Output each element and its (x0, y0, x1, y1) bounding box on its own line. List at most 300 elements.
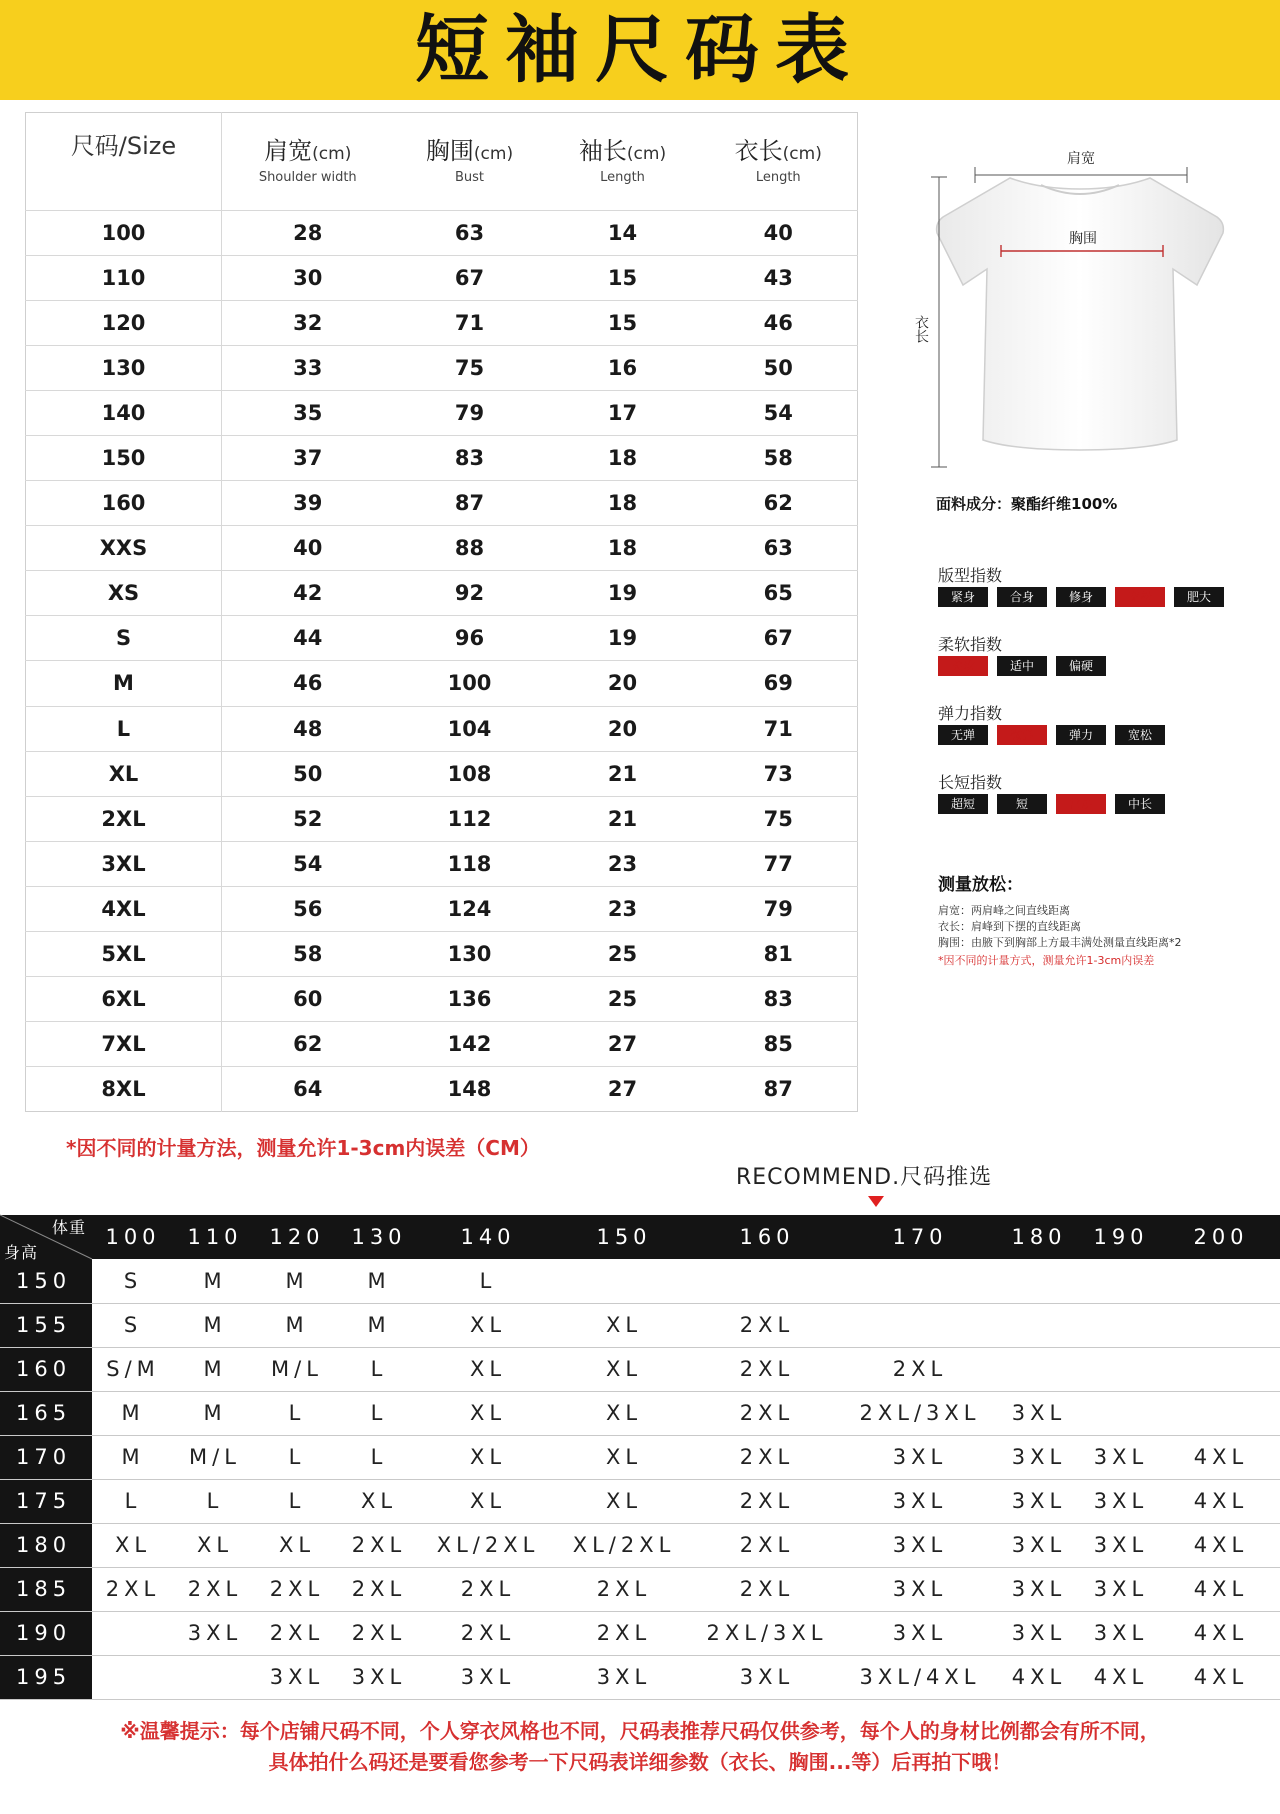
recommended-size-cell (842, 1259, 998, 1303)
recommended-size-cell: M (174, 1259, 256, 1303)
size-row (26, 526, 858, 571)
height-header-cell: 165 (0, 1391, 92, 1435)
tshirt-shape (937, 178, 1224, 450)
recommended-size-cell (1080, 1259, 1162, 1303)
shoulder-cell: 58 (222, 931, 394, 976)
length-cell: 73 (700, 751, 858, 796)
recommended-size-cell: XL (556, 1347, 692, 1391)
index-chip: 适中 (997, 656, 1047, 676)
recommended-size-cell: 2XL (338, 1611, 420, 1655)
index-chip-selected: 微弹 (997, 725, 1047, 745)
recommended-size-cell: 3XL (842, 1435, 998, 1479)
size-row (26, 661, 858, 706)
index-title: 版型指数 (938, 566, 1003, 585)
warm-tip (0, 1716, 1280, 1778)
index-options (938, 587, 1224, 607)
size-row (26, 211, 858, 256)
index-options (938, 725, 1165, 745)
shoulder-cell: 35 (222, 391, 394, 436)
measure-title: 测量放松： (938, 875, 1023, 895)
size-row (26, 976, 858, 1021)
recommended-size-cell: XL (420, 1435, 556, 1479)
recommended-size-cell: 4XL (1162, 1435, 1280, 1479)
sleeve-cell: 18 (546, 526, 700, 571)
height-header-cell: 170 (0, 1435, 92, 1479)
size-row (26, 571, 858, 616)
index-group (938, 770, 1165, 814)
index-chip: 短 (997, 794, 1047, 814)
shoulder-cell: 30 (222, 256, 394, 301)
recommended-size-cell: L (338, 1347, 420, 1391)
recommended-size-cell: 4XL (998, 1655, 1080, 1699)
sleeve-cell: 20 (546, 706, 700, 751)
recommended-size-cell (842, 1303, 998, 1347)
sleeve-cell: 23 (546, 886, 700, 931)
recommended-size-cell: M (256, 1259, 338, 1303)
shoulder-cell: 37 (222, 436, 394, 481)
length-cell: 40 (700, 211, 858, 256)
bust-cell: 63 (394, 211, 546, 256)
length-cell: 77 (700, 841, 858, 886)
recommended-size-cell: 3XL (338, 1655, 420, 1699)
size-cell: 130 (26, 346, 222, 391)
recommended-size-cell: 4XL (1162, 1479, 1280, 1523)
index-chip: 肥大 (1174, 587, 1224, 607)
recommended-size-cell: 3XL (692, 1655, 842, 1699)
length-cell: 43 (700, 256, 858, 301)
recommended-size-cell: 3XL (174, 1611, 256, 1655)
weight-header-cell: 190 (1080, 1215, 1162, 1259)
index-chip: 无弹 (938, 725, 988, 745)
size-row (26, 706, 858, 751)
index-chip: 超短 (938, 794, 988, 814)
length-cell: 67 (700, 616, 858, 661)
weight-header-cell: 100 (92, 1215, 174, 1259)
size-row (26, 391, 858, 436)
size-row (26, 256, 858, 301)
recommended-size-cell (998, 1259, 1080, 1303)
recommended-size-cell: 3XL (842, 1611, 998, 1655)
size-cell: 140 (26, 391, 222, 436)
size-cell: 2XL (26, 796, 222, 841)
size-cell: 3XL (26, 841, 222, 886)
size-row (26, 616, 858, 661)
recommended-size-cell: S/M (92, 1347, 174, 1391)
recommended-size-cell: XL (420, 1347, 556, 1391)
recommended-size-cell: M (92, 1391, 174, 1435)
length-cell: 79 (700, 886, 858, 931)
size-cell: 6XL (26, 976, 222, 1021)
recommended-size-cell: XL/2XL (420, 1523, 556, 1567)
height-axis-label: 身高 (4, 1243, 39, 1262)
recommended-size-cell: 3XL/4XL (842, 1655, 998, 1699)
bust-cell: 96 (394, 616, 546, 661)
recommended-size-cell: 2XL (556, 1567, 692, 1611)
shoulder-cell: 60 (222, 976, 394, 1021)
height-header-cell: 195 (0, 1655, 92, 1699)
bust-label: 胸围 (1069, 231, 1097, 247)
recommended-size-cell: 2XL (692, 1479, 842, 1523)
length-cell: 58 (700, 436, 858, 481)
recommended-size-cell (92, 1611, 174, 1655)
length-cell: 75 (700, 796, 858, 841)
recommended-size-cell: 2XL (692, 1435, 842, 1479)
weight-header-cell: 110 (174, 1215, 256, 1259)
recommended-size-cell (1162, 1303, 1280, 1347)
recommended-size-cell: 2XL (842, 1347, 998, 1391)
size-row (26, 796, 858, 841)
index-chip: 弹力 (1056, 725, 1106, 745)
recommended-size-cell: M/L (174, 1435, 256, 1479)
recommended-size-cell: 2XL (338, 1523, 420, 1567)
index-chip: 紧身 (938, 587, 988, 607)
sleeve-cell: 19 (546, 616, 700, 661)
sleeve-cell: 21 (546, 796, 700, 841)
recommendation-table (0, 1215, 1280, 1700)
bust-cell: 112 (394, 796, 546, 841)
bust-cell: 75 (394, 346, 546, 391)
height-header-cell: 175 (0, 1479, 92, 1523)
recommended-size-cell (1162, 1347, 1280, 1391)
size-row (26, 481, 858, 526)
index-chip-selected: 柔软 (938, 656, 988, 676)
recommended-size-cell: M (338, 1259, 420, 1303)
recommended-size-cell (1162, 1259, 1280, 1303)
recommended-size-cell: 2XL (256, 1611, 338, 1655)
recommended-size-cell: M/L (256, 1347, 338, 1391)
index-options (938, 656, 1106, 676)
recommended-size-cell: 3XL (1080, 1435, 1162, 1479)
recommended-size-cell (92, 1655, 174, 1699)
size-chart-table (25, 112, 858, 1112)
measure-line: 肩宽：两肩峰之间直线距离 (938, 904, 1070, 917)
recommended-size-cell: 3XL (1080, 1523, 1162, 1567)
bust-cell: 108 (394, 751, 546, 796)
index-chip-selected: 常规 (1056, 794, 1106, 814)
tip-line: 具体拍什么码还是要看您参考一下尺码表详细参数（衣长、胸围...等）后再拍下哦！ (268, 1750, 1012, 1774)
recommended-size-cell (1080, 1347, 1162, 1391)
size-row (26, 751, 858, 796)
index-chip: 中长 (1115, 794, 1165, 814)
size-cell: 150 (26, 436, 222, 481)
size-cell: XS (26, 571, 222, 616)
recommended-size-cell: 4XL (1080, 1655, 1162, 1699)
weight-header-cell: 130 (338, 1215, 420, 1259)
size-table-header-row (26, 113, 858, 211)
shoulder-cell: 56 (222, 886, 394, 931)
size-row (26, 841, 858, 886)
bust-cell: 148 (394, 1066, 546, 1111)
height-row (0, 1523, 1280, 1567)
measure-notes (938, 870, 1278, 971)
size-row (26, 436, 858, 481)
shoulder-cell: 46 (222, 661, 394, 706)
length-cell: 81 (700, 931, 858, 976)
index-title: 弹力指数 (938, 704, 1003, 723)
height-row (0, 1259, 1280, 1303)
shoulder-cell: 28 (222, 211, 394, 256)
length-cell: 54 (700, 391, 858, 436)
shoulder-label: 肩宽 (1067, 151, 1095, 167)
size-row (26, 1066, 858, 1111)
index-group (938, 632, 1106, 676)
size-cell: 110 (26, 256, 222, 301)
down-arrow-icon (868, 1196, 884, 1207)
recommended-size-cell: M (174, 1347, 256, 1391)
measure-line: 衣长：肩峰到下摆的直线距离 (938, 920, 1081, 933)
height-header-cell: 150 (0, 1259, 92, 1303)
sleeve-cell: 27 (546, 1021, 700, 1066)
height-row (0, 1655, 1280, 1699)
recommended-size-cell: M (338, 1303, 420, 1347)
height-row (0, 1391, 1280, 1435)
recommended-size-cell: 3XL (998, 1479, 1080, 1523)
bust-cell: 83 (394, 436, 546, 481)
size-cell: 100 (26, 211, 222, 256)
bust-cell: 79 (394, 391, 546, 436)
length-cell: 83 (700, 976, 858, 1021)
recommended-size-cell (1162, 1391, 1280, 1435)
length-cell: 87 (700, 1066, 858, 1111)
recommended-size-cell: XL (556, 1479, 692, 1523)
recommended-size-cell: 3XL (998, 1567, 1080, 1611)
recommended-size-cell: XL (420, 1479, 556, 1523)
bust-cell: 100 (394, 661, 546, 706)
size-row (26, 886, 858, 931)
recommended-size-cell (692, 1259, 842, 1303)
recommended-size-cell: 3XL (1080, 1567, 1162, 1611)
recommend-title: RECOMMEND.尺码推选 (736, 1165, 993, 1190)
recommended-size-cell: 3XL (842, 1567, 998, 1611)
weight-header-row (0, 1215, 1280, 1259)
recommended-size-cell: L (338, 1435, 420, 1479)
page-title: 短袖尺码表 (415, 7, 865, 93)
recommended-size-cell: XL (174, 1523, 256, 1567)
size-row (26, 931, 858, 976)
recommended-size-cell: 3XL (998, 1391, 1080, 1435)
recommended-size-cell: XL/2XL (556, 1523, 692, 1567)
bust-cell: 136 (394, 976, 546, 1021)
weight-header-cell: 120 (256, 1215, 338, 1259)
sleeve-cell: 21 (546, 751, 700, 796)
sleeve-cell: 23 (546, 841, 700, 886)
recommended-size-cell: 3XL (998, 1523, 1080, 1567)
header-shoulder: 肩宽(cm) Shoulder width (258, 137, 357, 185)
tshirt-diagram (915, 145, 1245, 485)
recommended-size-cell: 3XL (998, 1435, 1080, 1479)
recommended-size-cell: 2XL (692, 1391, 842, 1435)
weight-header-cell: 180 (998, 1215, 1080, 1259)
bust-cell: 71 (394, 301, 546, 346)
recommended-size-cell: 4XL (1162, 1611, 1280, 1655)
recommended-size-cell: 2XL (692, 1303, 842, 1347)
recommended-size-cell (556, 1259, 692, 1303)
recommended-size-cell: M (174, 1391, 256, 1435)
recommended-size-cell: 3XL (420, 1655, 556, 1699)
sleeve-cell: 16 (546, 346, 700, 391)
shoulder-cell: 39 (222, 481, 394, 526)
recommended-size-cell: 3XL (1080, 1479, 1162, 1523)
bust-cell: 87 (394, 481, 546, 526)
length-cell: 69 (700, 661, 858, 706)
recommended-size-cell: XL (256, 1523, 338, 1567)
weight-header-cell: 150 (556, 1215, 692, 1259)
size-cell: L (26, 706, 222, 751)
index-title: 柔软指数 (938, 635, 1003, 654)
recommended-size-cell: L (256, 1479, 338, 1523)
size-row (26, 1021, 858, 1066)
measurement-disclaimer: *因不同的计量方法，测量允许1-3cm内误差（CM） (66, 1136, 540, 1160)
fabric-composition: 面料成分：聚酯纤维100% (936, 495, 1118, 513)
recommended-size-cell: XL (556, 1391, 692, 1435)
shoulder-cell: 52 (222, 796, 394, 841)
shoulder-cell: 50 (222, 751, 394, 796)
recommended-size-cell: S (92, 1303, 174, 1347)
recommended-size-cell: 4XL (1162, 1523, 1280, 1567)
measure-error-note: *因不同的计量方式，测量允许1-3cm内误差 (938, 954, 1155, 967)
recommended-size-cell (1080, 1303, 1162, 1347)
shoulder-cell: 42 (222, 571, 394, 616)
recommended-size-cell (1080, 1391, 1162, 1435)
corner-cell (0, 1215, 92, 1262)
recommended-size-cell: 3XL (842, 1523, 998, 1567)
height-header-cell: 185 (0, 1567, 92, 1611)
bust-cell: 130 (394, 931, 546, 976)
height-row (0, 1347, 1280, 1391)
length-cell: 46 (700, 301, 858, 346)
weight-header-cell: 170 (842, 1215, 998, 1259)
index-group (938, 563, 1224, 607)
recommended-size-cell: 4XL (1162, 1655, 1280, 1699)
recommended-size-cell: 3XL (556, 1655, 692, 1699)
bust-cell: 124 (394, 886, 546, 931)
sleeve-cell: 25 (546, 976, 700, 1021)
recommended-size-cell: 2XL (420, 1611, 556, 1655)
recommended-size-cell: 2XL (92, 1567, 174, 1611)
bust-cell: 67 (394, 256, 546, 301)
recommended-size-cell: XL (420, 1303, 556, 1347)
recommended-size-cell: 2XL (692, 1347, 842, 1391)
recommended-size-cell: 2XL (420, 1567, 556, 1611)
sleeve-cell: 25 (546, 931, 700, 976)
recommended-size-cell: 3XL (842, 1479, 998, 1523)
recommended-size-cell: S (92, 1259, 174, 1303)
weight-header-cell: 160 (692, 1215, 842, 1259)
recommended-size-cell: XL (338, 1479, 420, 1523)
size-cell: 120 (26, 301, 222, 346)
index-title: 长短指数 (938, 773, 1003, 792)
shoulder-cell: 64 (222, 1066, 394, 1111)
sleeve-cell: 17 (546, 391, 700, 436)
size-row (26, 301, 858, 346)
header-bust: 胸围(cm) Bust (425, 137, 514, 185)
height-row (0, 1303, 1280, 1347)
bust-cell: 104 (394, 706, 546, 751)
measure-line: 胸围：由腋下到胸部上方最丰满处测量直线距离*2 (938, 936, 1182, 949)
recommended-size-cell: L (338, 1391, 420, 1435)
recommended-size-cell: 3XL (998, 1611, 1080, 1655)
size-cell: XL (26, 751, 222, 796)
height-header-cell: 155 (0, 1303, 92, 1347)
header-length: 衣长(cm) Length (734, 137, 822, 185)
recommended-size-cell: 4XL (1162, 1567, 1280, 1611)
height-row (0, 1435, 1280, 1479)
height-row (0, 1611, 1280, 1655)
sleeve-cell: 18 (546, 436, 700, 481)
index-chip: 修身 (1056, 587, 1106, 607)
recommended-size-cell: 2XL (256, 1567, 338, 1611)
recommended-size-cell: L (256, 1391, 338, 1435)
recommended-size-cell: XL (556, 1435, 692, 1479)
recommended-size-cell: 2XL (692, 1523, 842, 1567)
shoulder-cell: 33 (222, 346, 394, 391)
recommended-size-cell: M (174, 1303, 256, 1347)
length-cell: 65 (700, 571, 858, 616)
index-group (938, 701, 1165, 745)
recommended-size-cell: 2XL (338, 1567, 420, 1611)
recommended-size-cell: 3XL (1080, 1611, 1162, 1655)
recommended-size-cell: 2XL/3XL (692, 1611, 842, 1655)
recommended-size-cell: L (256, 1435, 338, 1479)
length-cell: 62 (700, 481, 858, 526)
shoulder-cell: 32 (222, 301, 394, 346)
height-row (0, 1567, 1280, 1611)
header-size: 尺码/Size (26, 113, 222, 211)
size-cell: XXS (26, 526, 222, 571)
recommended-size-cell: XL (556, 1303, 692, 1347)
sleeve-cell: 27 (546, 1066, 700, 1111)
length-cell: 63 (700, 526, 858, 571)
sleeve-cell: 15 (546, 256, 700, 301)
title-banner (0, 0, 1280, 100)
shoulder-cell: 44 (222, 616, 394, 661)
index-chip-selected: 宽松 (1115, 587, 1165, 607)
recommended-size-cell: XL (420, 1391, 556, 1435)
height-header-cell: 180 (0, 1523, 92, 1567)
shoulder-cell: 40 (222, 526, 394, 571)
length-label: 衣长 (913, 315, 929, 343)
shoulder-cell: 54 (222, 841, 394, 886)
recommended-size-cell: 3XL (256, 1655, 338, 1699)
index-chip: 偏硬 (1056, 656, 1106, 676)
size-cell: 160 (26, 481, 222, 526)
size-row (26, 346, 858, 391)
bust-cell: 92 (394, 571, 546, 616)
weight-axis-label: 体重 (51, 1218, 86, 1237)
recommended-size-cell: M (92, 1435, 174, 1479)
size-cell: 5XL (26, 931, 222, 976)
recommended-size-cell (998, 1347, 1080, 1391)
bust-cell: 142 (394, 1021, 546, 1066)
length-cell: 85 (700, 1021, 858, 1066)
shoulder-cell: 48 (222, 706, 394, 751)
tip-line: ※温馨提示：每个店铺尺码不同，个人穿衣风格也不同，尺码表推荐尺码仅供参考，每个人的身材比例都会有所不同， (120, 1719, 1160, 1743)
size-cell: S (26, 616, 222, 661)
size-cell: 4XL (26, 886, 222, 931)
recommended-size-cell: L (420, 1259, 556, 1303)
sleeve-cell: 19 (546, 571, 700, 616)
sleeve-cell: 14 (546, 211, 700, 256)
recommended-size-cell: L (92, 1479, 174, 1523)
header-sleeve: 袖长(cm) Length (578, 137, 667, 185)
recommended-size-cell: L (174, 1479, 256, 1523)
recommended-size-cell (174, 1655, 256, 1699)
weight-header-cell: 200 (1162, 1215, 1280, 1259)
height-row (0, 1479, 1280, 1523)
index-chip: 合身 (997, 587, 1047, 607)
recommended-size-cell (998, 1303, 1080, 1347)
index-chip: 宽松 (1115, 725, 1165, 745)
